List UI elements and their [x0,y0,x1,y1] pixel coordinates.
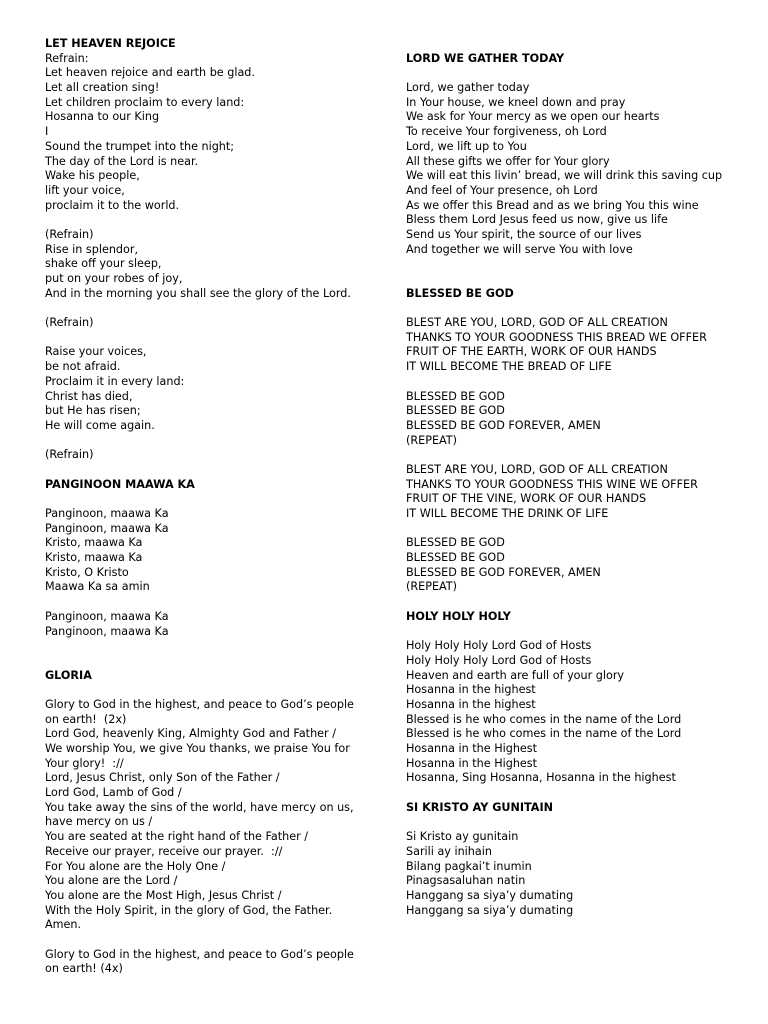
lyric-line: (Refrain) [45,448,94,462]
blank-line [406,37,746,52]
blank-line [406,257,746,272]
lyric-line: Panginoon, maawa Ka [45,609,169,623]
lyric-line: Panginoon, maawa Ka [45,507,169,520]
lyric-line: Rise in splendor, [45,242,139,256]
lyric-line: Receive our prayer, receive our prayer. :// [45,844,283,858]
lyric-line: (REPEAT) [406,433,458,447]
lyric-line: Proclaim it in every land: [45,374,185,388]
lyric-line: Maawa Ka sa amin [45,580,150,594]
song-title: HOLY HOLY HOLY [406,609,511,623]
lyric-line: Lord, we gather today [406,81,530,95]
blank-line [45,434,375,449]
left-column [45,37,375,977]
lyric-line: lift your voice, [45,183,125,197]
blank-line [406,625,746,640]
blank-line [45,331,375,346]
lyric-line: (REPEAT) [406,580,458,594]
blank-line [406,272,746,287]
lyric-line: As we offer this Bread and as we bring You this wine [406,198,699,212]
song-title: PANGINOON MAAWA KA [45,477,195,491]
lyric-line: Kristo, maawa Ka [45,536,143,550]
song-title: BLESSED BE GOD [406,286,514,300]
lyric-line: We will eat this livin’ bread, we will drink this saving cup [406,169,723,183]
lyric-line: Lord God, heavenly King, Almighty God and Father / [45,727,336,741]
lyric-line: (Refrain) [45,316,94,330]
song-title: SI KRISTO AY GUNITAIN [406,800,553,814]
blank-line [406,375,746,390]
lyric-line: Send us Your spirit, the source of our lives [406,227,642,241]
lyric-line: For You alone are the Holy One / [45,859,226,873]
lyric-line: Bless them Lord Jesus feed us now, give us life [406,213,668,227]
lyric-line: BLESSED BE GOD FOREVER, AMEN [406,565,601,579]
lyric-line: Sarili ay inihain [406,844,492,858]
song-title: GLORIA [45,668,92,682]
lyric-line: BLESSED BE GOD [406,404,505,418]
lyric-line: Holy Holy Holy Lord God of Hosts [406,639,592,653]
lyric-line: Lord God, Lamb of God / [45,786,182,800]
lyric-line: Let children proclaim to every land: [45,95,245,109]
lyric-line: Hosanna in the highest [406,683,536,697]
lyric-line: I [45,125,49,139]
lyric-line: Panginoon, maawa Ka [45,521,169,535]
lyric-line: (Refrain) [45,227,94,241]
lyric-line: proclaim it to the world. [45,198,180,212]
blank-line [406,448,746,463]
lyric-line: Hosanna to our King [45,110,160,124]
lyric-line: BLESSED BE GOD [406,389,505,403]
blank-line [45,463,375,478]
lyric-line: BLESSED BE GOD FOREVER, AMEN [406,418,601,432]
blank-line [406,815,746,830]
blank-line [45,654,375,669]
lyric-line: You take away the sins of the world, have mercy on us, [45,800,354,814]
lyric-line: Si Kristo ay gunitain [406,830,519,844]
lyric-line: Hanggang sa siya’y dumating [406,903,574,917]
lyric-line: Lord, we lift up to You [406,139,527,153]
lyric-line: Blessed is he who comes in the name of the Lord [406,712,682,726]
blank-line [45,595,375,610]
lyric-line: He will come again. [45,418,155,432]
lyric-line: We worship You, we give You thanks, we praise You for [45,742,350,755]
lyric-line: FRUIT OF THE EARTH, WORK OF OUR HANDS [406,345,657,359]
lyric-line: Hosanna in the Highest [406,756,538,770]
lyric-line: Let heaven rejoice and earth be glad. [45,66,255,80]
lyric-line: Panginoon, maawa Ka [45,624,169,638]
lyric-line: Kristo, maawa Ka [45,551,143,565]
lyric-line: And feel of Your presence, oh Lord [406,183,598,197]
right-column [406,37,746,918]
lyric-line: put on your robes of joy, [45,272,183,285]
lyric-line: You are seated at the right hand of the Father / [45,830,309,844]
lyric-line: Blessed is he who comes in the name of the Lord [406,727,682,741]
lyric-line: IT WILL BECOME THE DRINK OF LIFE [406,507,609,520]
blank-line [406,595,746,610]
blank-line [45,492,375,507]
lyric-line: With the Holy Spirit, in the glory of God, the Father. [45,903,333,917]
lyric-line: And together we will serve You with love [406,242,633,256]
blank-line [406,66,746,81]
lyric-line: All these gifts we offer for Your glory [406,154,610,168]
blank-line [45,683,375,698]
lyric-line: You alone are the Most High, Jesus Christ / [45,888,282,902]
lyric-line: Bilang pagkai’t inumin [406,859,532,873]
lyric-line: IT WILL BECOME THE BREAD OF LIFE [406,360,612,374]
lyric-line: We ask for Your mercy as we open our hearts [406,110,660,124]
song-title: LORD WE GATHER TODAY [406,51,565,65]
lyric-line: You alone are the Lord / [45,874,178,888]
lyric-line: In Your house, we kneel down and pray [406,95,626,109]
lyric-line: Lord, Jesus Christ, only Son of the Father / [45,771,280,785]
lyric-line: THANKS TO YOUR GOODNESS THIS BREAD WE OFFER [406,330,707,344]
lyric-line: Glory to God in the highest, and peace to God’s people [45,947,354,961]
blank-line [45,213,375,228]
lyric-line: Raise your voices, [45,345,147,359]
lyric-line: BLEST ARE YOU, LORD, GOD OF ALL CREATION [406,462,668,476]
lyric-line: Christ has died, [45,389,133,403]
lyric-line: BLESSED BE GOD [406,536,505,550]
song-title: LET HEAVEN REJOICE [45,37,176,50]
lyric-line: Kristo, O Kristo [45,565,129,579]
lyric-line: THANKS TO YOUR GOODNESS THIS WINE WE OFFER [406,477,698,491]
lyric-line: on earth! (4x) [45,962,123,976]
lyric-line: but He has risen; [45,404,141,418]
lyric-line: Holy Holy Holy Lord God of Hosts [406,653,592,667]
blank-line [406,786,746,801]
lyric-line: Amen. [45,918,82,932]
lyric-line: Sound the trumpet into the night; [45,139,235,153]
blank-line [45,933,375,948]
lyric-line: FRUIT OF THE VINE, WORK OF OUR HANDS [406,492,647,506]
lyric-line: To receive Your forgiveness, oh Lord [406,125,607,139]
lyric-line: Hanggang sa siya’y dumating [406,888,574,902]
lyric-line: shake off your sleep, [45,257,162,271]
lyric-line: The day of the Lord is near. [45,154,199,168]
lyric-line: Hosanna in the Highest [406,742,538,755]
lyric-line: BLEST ARE YOU, LORD, GOD OF ALL CREATION [406,316,668,330]
lyric-line: Glory to God in the highest, and peace to God’s people [45,697,354,711]
lyric-line: be not afraid. [45,360,121,374]
blank-line [406,522,746,537]
lyric-line: Hosanna, Sing Hosanna, Hosanna in the highest [406,771,676,785]
lyric-line: Let all creation sing! [45,81,160,95]
lyric-line: have mercy on us / [45,815,153,829]
blank-line [45,301,375,316]
blank-line [406,301,746,316]
lyric-line: Your glory! :// [45,756,124,770]
lyric-line: Refrain: [45,51,89,65]
blank-line [45,639,375,654]
lyric-line: Pinagsasaluhan natin [406,874,526,888]
lyric-line: And in the morning you shall see the glory of the Lord. [45,286,351,300]
lyric-line: BLESSED BE GOD [406,551,505,565]
lyric-line: Heaven and earth are full of your glory [406,668,625,682]
lyric-line: Hosanna in the highest [406,697,536,711]
lyric-line: Wake his people, [45,169,140,183]
lyric-line: on earth! (2x) [45,712,127,726]
